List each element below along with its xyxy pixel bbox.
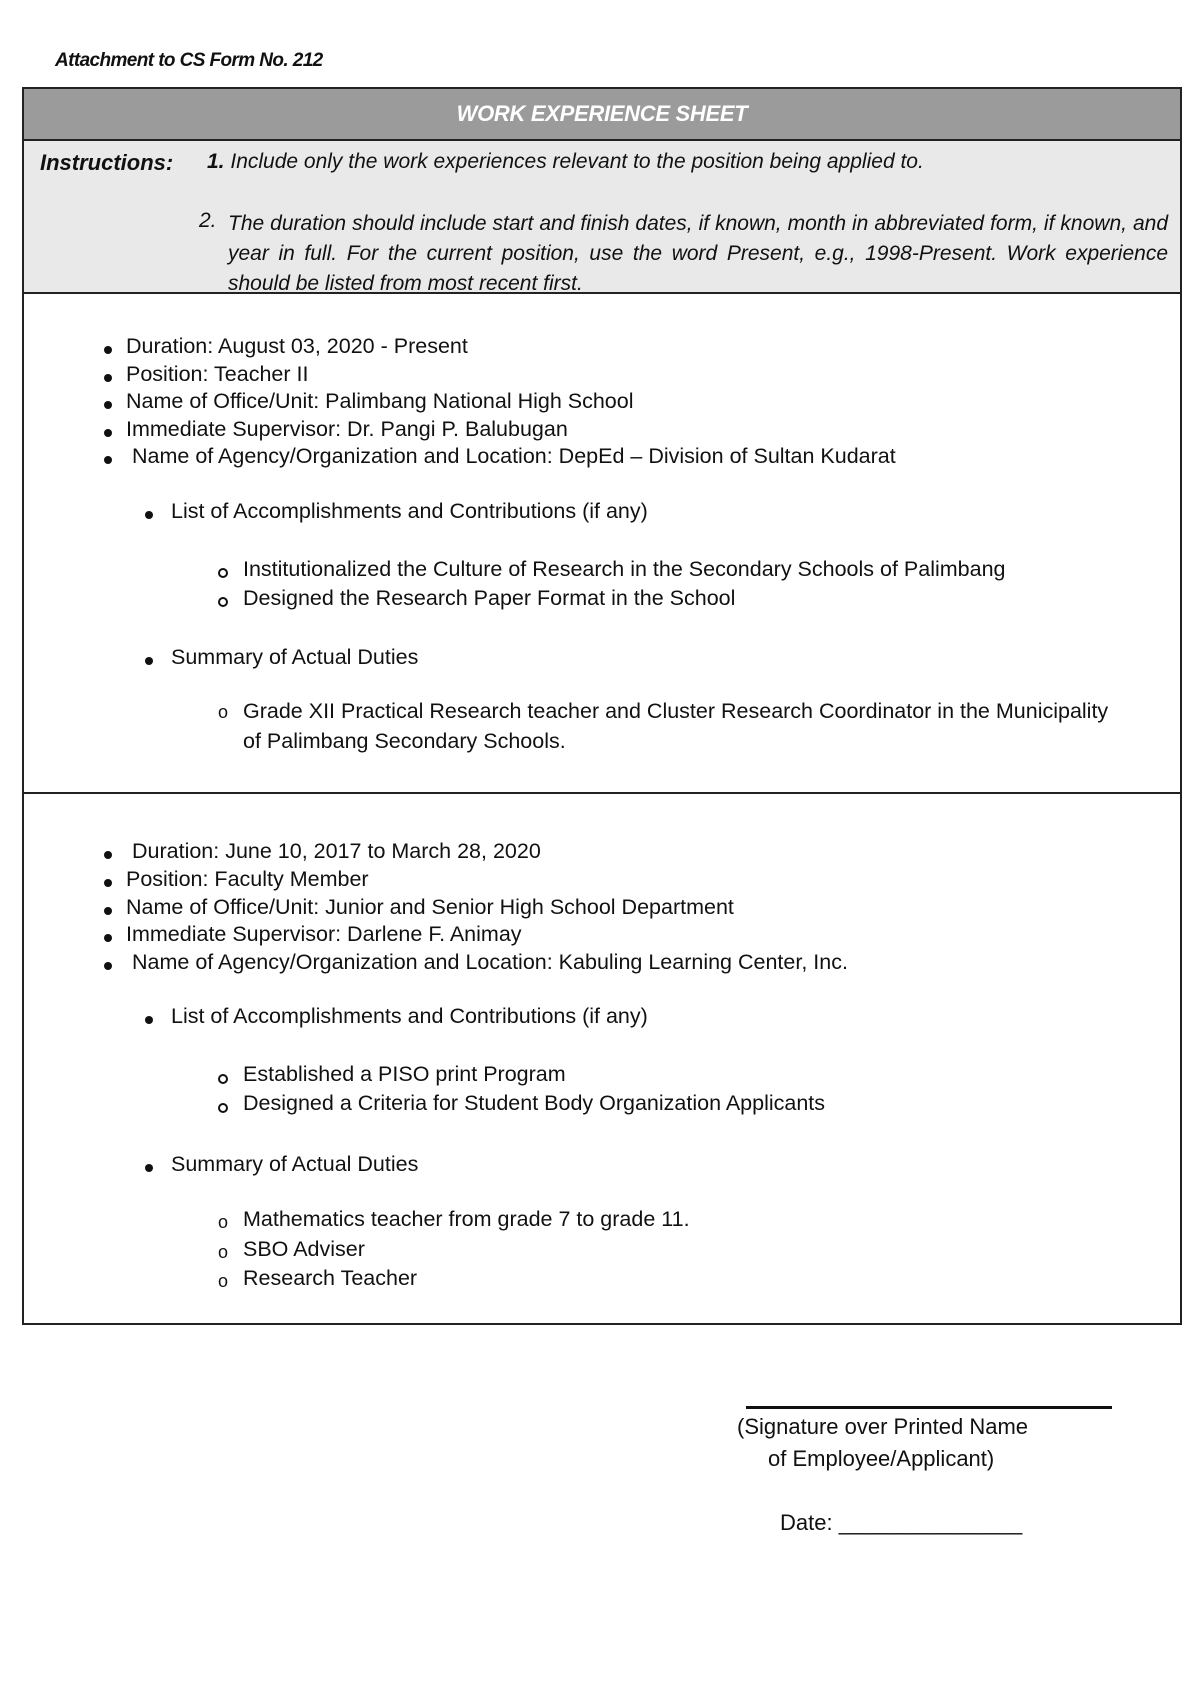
ring-bullet-icon: [218, 1074, 228, 1084]
accomplishments-label: List of Accomplishments and Contributions (if any): [171, 499, 648, 523]
attachment-label: Attachment to CS Form No. 212: [55, 50, 323, 71]
accomplishment-item: Designed a Criteria for Student Body Organization Applicants: [243, 1091, 826, 1115]
duties-label: Summary of Actual Duties: [171, 1152, 419, 1176]
duty-item: Mathematics teacher from grade 7 to grade 11.: [243, 1207, 690, 1231]
signature-line: [746, 1406, 1112, 1409]
work-entry-2: [24, 794, 1180, 1323]
signature-caption-line2: of Employee/Applicant): [768, 1446, 995, 1471]
instructions-label: Instructions:: [40, 150, 174, 175]
entry-agency: Name of Agency/Organization and Location: Kabuling Learning Center, Inc.: [132, 950, 848, 974]
entry-position: Position: Faculty Member: [126, 867, 369, 891]
accomplishment-item: Established a PISO print Program: [243, 1062, 566, 1086]
bullet-icon: [145, 1164, 153, 1172]
bullet-icon: [104, 934, 112, 942]
instruction-1-number: 1.: [207, 150, 225, 173]
entry-duration: Duration: August 03, 2020 - Present: [126, 334, 468, 358]
bullet-icon: [104, 429, 112, 437]
duty-item: Grade XII Practical Research teacher and Cluster Research Coordinator in the Municipality of Palimbang Secondary Schools.: [243, 699, 1109, 753]
hollow-bullet-icon: o: [218, 1212, 229, 1232]
ring-bullet-icon: [218, 597, 228, 607]
work-entry-1: [24, 294, 1180, 794]
instruction-2-number: 2.: [199, 209, 217, 232]
duty-item: SBO Adviser: [243, 1237, 365, 1261]
duty-item: Research Teacher: [243, 1266, 418, 1290]
bullet-icon: [104, 456, 112, 464]
bullet-icon: [104, 346, 112, 354]
hollow-bullet-icon: o: [218, 702, 229, 722]
instruction-1: [207, 150, 924, 174]
bullet-icon: [145, 1016, 153, 1024]
duties-label: Summary of Actual Duties: [171, 645, 419, 669]
ring-bullet-icon: [218, 568, 228, 578]
entry-supervisor: Immediate Supervisor: Dr. Pangi P. Balubugan: [126, 417, 568, 441]
bullet-icon: [104, 374, 112, 382]
accomplishments-label: List of Accomplishments and Contributions (if any): [171, 1004, 648, 1028]
signature-caption-line1: (Signature over Printed Name: [737, 1414, 1029, 1439]
entry-agency: Name of Agency/Organization and Location: DepEd – Division of Sultan Kudarat: [132, 444, 896, 468]
date-field[interactable]: Date: _______________: [780, 1510, 1023, 1535]
bullet-icon: [104, 962, 112, 970]
ring-bullet-icon: [218, 1103, 228, 1113]
instruction-1-text: Include only the work experiences relevant to the position being applied to.: [230, 150, 924, 173]
entry-position: Position: Teacher II: [126, 362, 309, 386]
bullet-icon: [104, 851, 112, 859]
bullet-icon: [104, 907, 112, 915]
hollow-bullet-icon: o: [218, 1271, 229, 1291]
bullet-icon: [145, 657, 153, 665]
instruction-2-text: The duration should include start and finish dates, if known, month in abbreviated form, if known, and year in full. For the current position, use the word Present, e.g., 1998-Present. Work experience should be listed from most recent first.: [228, 212, 1168, 295]
sheet-title: WORK EXPERIENCE SHEET: [456, 101, 748, 126]
accomplishment-item: Designed the Research Paper Format in the School: [243, 586, 736, 610]
entry-office: Name of Office/Unit: Palimbang National High School: [126, 389, 634, 413]
bullet-icon: [104, 401, 112, 409]
bullet-icon: [145, 511, 153, 519]
work-experience-sheet: [22, 87, 1182, 1325]
entry-duration: Duration: June 10, 2017 to March 28, 2020: [132, 839, 541, 863]
bullet-icon: [104, 879, 112, 887]
instructions-section: [24, 141, 1180, 294]
accomplishment-item: Institutionalized the Culture of Research in the Secondary Schools of Palimbang: [243, 557, 1006, 581]
entry-supervisor: Immediate Supervisor: Darlene F. Animay: [126, 922, 522, 946]
sheet-title-band: [24, 89, 1180, 141]
hollow-bullet-icon: o: [218, 1242, 229, 1262]
entry-office: Name of Office/Unit: Junior and Senior High School Department: [126, 895, 734, 919]
